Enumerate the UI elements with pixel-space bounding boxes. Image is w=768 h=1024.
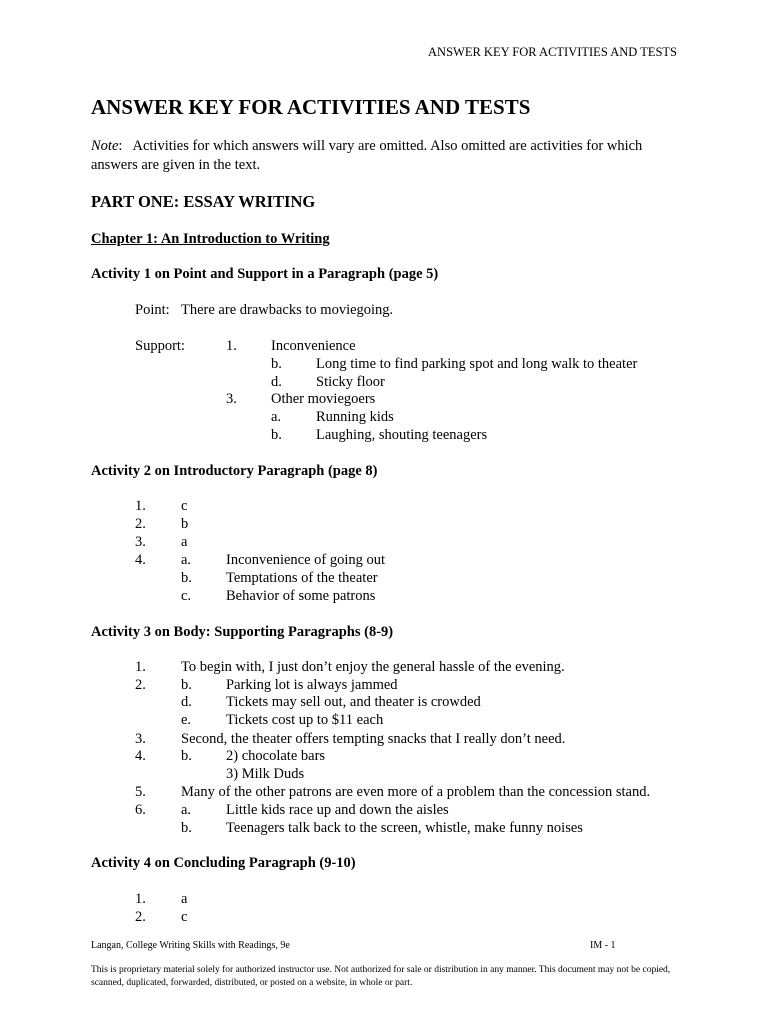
list-number: 6. [135,802,146,818]
page-title: ANSWER KEY FOR ACTIVITIES AND TESTS [91,95,531,119]
list-item-text: Teenagers talk back to the screen, whistle, make funny noises [226,820,583,836]
list-item-text: Running kids [316,409,394,425]
copyright-disclaimer: This is proprietary material solely for authorized instructor use. Not authorized for sale or distribution in any manner. This document may not be copied, scanned, duplicated, forwarded, distributed, or posted on a website, in whole or part. [91,965,671,988]
list-number: 1. [135,498,146,514]
list-item-text: To begin with, I just don’t enjoy the general hassle of the evening. [181,659,565,675]
list-item-text: Inconvenience [271,338,356,354]
list-letter: b. [181,570,192,586]
list-item-text: Behavior of some patrons [226,588,376,604]
list-item-text: b [181,516,189,532]
list-item-text: a [181,534,188,550]
list-number: 2. [135,909,146,925]
page-number: IM - 1 [590,940,616,951]
list-item-text: Temptations of the theater [226,570,378,586]
point-text: There are drawbacks to moviegoing. [181,302,394,318]
footer-citation: Langan, College Writing Skills with Readings, 9e [91,940,290,951]
list-item-text: Tickets may sell out, and theater is crowded [226,694,481,710]
list-letter: c. [181,588,192,604]
point-label: Point: [135,302,170,318]
note-paragraph [91,137,691,175]
list-number: 4. [135,552,146,568]
list-item-text: Sticky floor [316,374,385,390]
running-head: ANSWER KEY FOR ACTIVITIES AND TESTS [428,45,677,59]
note-label: Note [91,138,119,154]
list-item-text: Parking lot is always jammed [226,677,398,693]
list-item-text: c [181,909,188,925]
list-letter: a. [181,552,192,568]
part-heading: PART ONE: ESSAY WRITING [91,192,316,211]
list-item-text: 3) Milk Duds [226,766,305,782]
list-number: 1. [135,659,146,675]
list-number: 2. [135,516,146,532]
list-letter: a. [271,409,282,425]
list-item-text: Tickets cost up to $11 each [226,712,384,728]
list-letter: d. [271,374,282,390]
list-number: 2. [135,677,146,693]
list-item-text: a [181,891,188,907]
list-letter: b. [271,356,282,372]
list-number: 3. [135,534,146,550]
list-letter: d. [181,694,192,710]
list-letter: b. [271,427,282,443]
list-item-text: Laughing, shouting teenagers [316,427,488,443]
list-letter: e. [181,712,192,728]
list-number: 4. [135,748,146,764]
activity-4-heading: Activity 4 on Concluding Paragraph (9-10) [91,855,356,871]
list-number: 5. [135,784,146,800]
list-item-text: Long time to find parking spot and long walk to theater [316,356,638,372]
list-number: 3. [135,731,146,747]
support-label: Support: [135,338,185,354]
list-letter: b. [181,677,192,693]
list-item-text: Second, the theater offers tempting snacks that I really don’t need. [181,731,566,747]
list-letter: a. [181,802,192,818]
list-item-text: Inconvenience of going out [226,552,386,568]
list-item-text: Many of the other patrons are even more of a problem than the concession stand. [181,784,651,800]
list-letter: b. [181,820,192,836]
list-number: 1. [226,338,237,354]
list-item-text: c [181,498,188,514]
list-letter: b. [181,748,192,764]
activity-1-heading: Activity 1 on Point and Support in a Paragraph (page 5) [91,266,439,282]
list-item-text: Other moviegoers [271,391,376,407]
activity-3-heading: Activity 3 on Body: Supporting Paragraphs (8-9) [91,624,394,640]
list-item-text: 2) chocolate bars [226,748,326,764]
list-item-text: Little kids race up and down the aisles [226,802,449,818]
list-number: 3. [226,391,237,407]
list-number: 1. [135,891,146,907]
note-colon: : [118,138,123,154]
note-text: Activities for which answers will vary are omitted. Also omitted are activities for which answers are given in the text. [91,138,643,173]
activity-2-heading: Activity 2 on Introductory Paragraph (page 8) [91,463,378,479]
chapter-heading: Chapter 1: An Introduction to Writing [91,231,330,247]
